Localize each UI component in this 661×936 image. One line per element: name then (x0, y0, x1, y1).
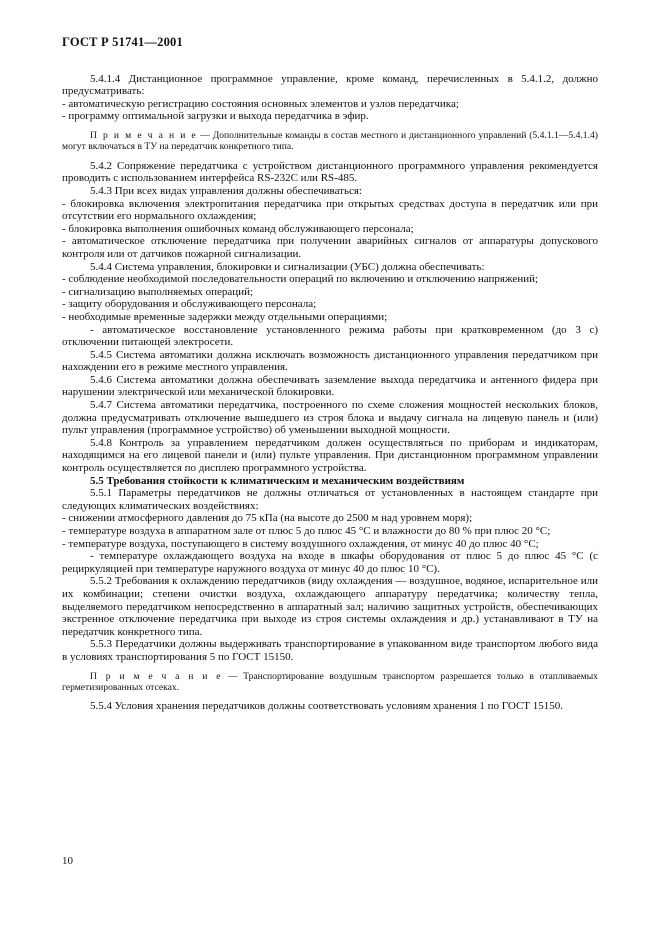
list-item: - блокировка выполнения ошибочных команд обслуживающего персонала; (62, 222, 414, 235)
paragraph-5-5-1: 5.5.1 Параметры передатчиков не должны отличаться от установленных в настоящем стандарте при следующих климатических воздействиях: (62, 487, 598, 512)
list-item: - сигнализацию выполняемых операций; (62, 285, 254, 298)
list-item: - автоматическое отключение передатчика при получении аварийных сигналов от аппаратуры допускового контроля или от датчиков пожарной сигнализации. (62, 235, 598, 260)
note-text: — Дополнительные команды в состав местного и дистанционного управлений (5.4.1.1—5.4.1.4) могут включаться в ТУ на передатчик конкретного типа. (62, 129, 598, 153)
note-label: П р и м е ч а н и е (90, 670, 223, 682)
paragraph-5-5-3: 5.5.3 Передатчики должны выдерживать транспортирование в упакованном виде транспортом любого вида в условиях транспортирования 5 по ГОСТ 15150. (62, 638, 598, 663)
list-item: - программу оптимальной загрузки и выхода передатчика в эфир. (62, 110, 369, 123)
list-item: - температуре охлаждающего воздуха на входе в шкафы оборудования от плюс 5 до плюс 45 °С (с рециркуляцией при температуре наружного воздуха от минус 40 до плюс 10 °С). (62, 550, 598, 575)
document-page (62, 36, 598, 713)
list-item: - автоматическое восстановление установленного режима работы при кратковременном (до 3 с) отключении питающей электросети. (62, 323, 598, 349)
list-item: - необходимые временные задержки между отдельными операциями; (62, 310, 388, 323)
list-item: - температуре воздуха, поступающего в систему воздушного охлаждения, от минус 40 до плюс 40 °С; (62, 537, 539, 550)
list-item: - автоматическую регистрацию состояния основных элементов и узлов передатчика; (62, 97, 459, 110)
paragraph-5-4-8: 5.4.8 Контроль за управлением передатчиком должен осуществляться по приборам и индикаторам, находящимся на его лицевой панели и (или) пульте управления. При дистанционном программном управлении контроль осуществляется по дисплею программного устройства. (62, 436, 598, 475)
paragraph-5-5-2: 5.5.2 Требования к охлаждению передатчиков (виду охлаждения — воздушное, водяное, испарительное или их комбинации; степени очистки воздуха, охлаждающего аппаратуру передатчика; количеству тепла, выделяемого передатчиком непосредственно в аппаратный зал; наличию защитных устройств, обеспечивающих экстренное отключение передатчика при выходе из строя системы охлаждения и др.) устанавливают в ТУ на передатчик конкретного типа. (62, 575, 598, 638)
paragraph-5-4-4: 5.4.4 Система управления, блокировки и сигнализации (УБС) должна обеспечивать: (90, 260, 485, 273)
note-text: — Транспортирование воздушным транспортом разрешается только в отапливаемых герметизированных отсеках. (62, 670, 598, 693)
paragraph-5-5-4: 5.5.4 Условия хранения передатчиков должны соответствовать условиям хранения 1 по ГОСТ 15150. (90, 700, 564, 713)
list-item: - защиту оборудования и обслуживающего персонала; (62, 298, 317, 311)
page-number: 10 (62, 855, 73, 867)
note-1 (62, 130, 598, 153)
section-heading-5-5: 5.5 Требования стойкости к климатическим и механическим воздействиям (90, 474, 465, 487)
paragraph-5-4-3: 5.4.3 При всех видах управления должны обеспечиваться: (90, 184, 362, 197)
note-label: П р и м е ч а н и е (90, 129, 198, 141)
note-2 (62, 671, 598, 694)
list-item: - соблюдение необходимой последовательности операций по включению и отключению напряжений; (62, 273, 539, 286)
paragraph-5-4-2: 5.4.2 Сопряжение передатчика с устройством дистанционного программного управления рекомендуется проводить с использованием интерфейса RS-232C или RS-485. (62, 159, 598, 185)
list-item: - блокировка включения электропитания передатчика при открытых средствах доступа в передатчик или при отсутствии его нормального охлаждения; (62, 197, 598, 223)
list-item: - температуре воздуха в аппаратном зале от плюс 5 до плюс 45 °С и влажности до 80 % при плюс 20 °С; (62, 525, 551, 537)
paragraph-5-4-7: 5.4.7 Система автоматики передатчика, построенного по схеме сложения мощностей нескольких блоков, должна предусматривать отключение вышедшего из строя блока и выдачу сигнала на лицевую панель и (или) пульт управления (программное устройство) об уменьшении выходной мощности. (62, 399, 598, 437)
paragraph-5-4-6: 5.4.6 Система автоматики должна обеспечивать заземление выхода передатчика и антенного фидера при нарушении электрической или механической блокировки. (62, 373, 598, 399)
document-code: ГОСТ Р 51741—2001 (62, 35, 183, 49)
paragraph-5-4-5: 5.4.5 Система автоматики должна исключать возможность дистанционного управления передатчиком при нахождении его в режиме местного управления. (62, 348, 598, 374)
list-item: - снижении атмосферного давления до 75 кПа (на высоте до 2500 м над уровнем моря); (62, 512, 473, 525)
paragraph-5-4-1-4: 5.4.1.4 Дистанционное программное управление, кроме команд, перечисленных в 5.4.1.2, должно предусматривать: (62, 72, 598, 98)
